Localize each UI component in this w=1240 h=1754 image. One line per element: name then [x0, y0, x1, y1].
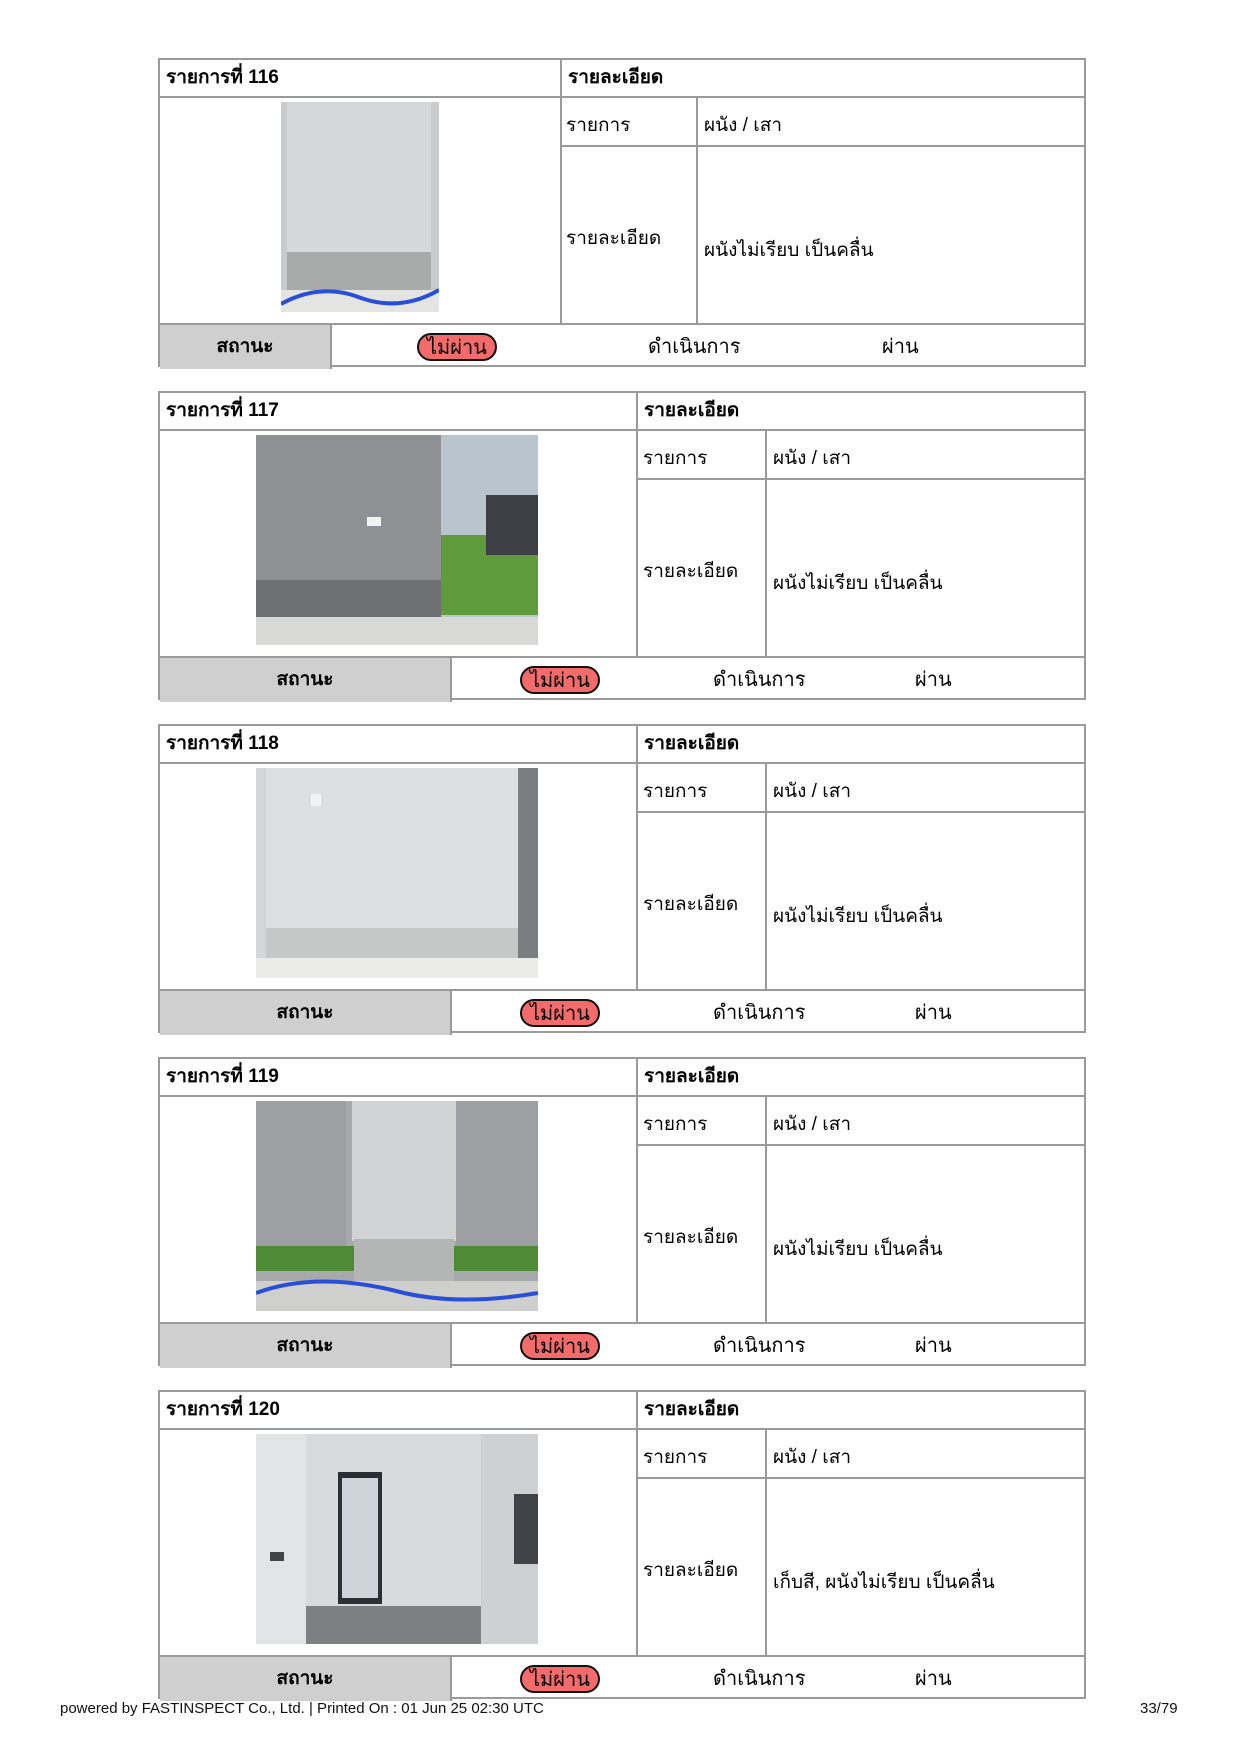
item-label: รายการ — [566, 115, 631, 136]
item-title: รายการที่ 117 — [166, 400, 279, 421]
card-header — [160, 60, 1084, 98]
detail-header: รายละเอียด — [644, 733, 740, 754]
item-label: รายการ — [643, 448, 708, 469]
status-row — [160, 325, 1084, 369]
detail-value: ผนังไม่เรียบ เป็นคลื่น — [704, 240, 874, 261]
status-in-progress[interactable]: ดำเนินการ — [713, 1002, 806, 1024]
item-label: รายการ — [643, 781, 708, 802]
detail-header: รายละเอียด — [568, 67, 664, 88]
item-value: ผนัง / เสา — [704, 115, 782, 136]
status-in-progress[interactable]: ดำเนินการ — [713, 1668, 806, 1690]
status-label: สถานะ — [160, 1657, 450, 1701]
inspection-card-116 — [158, 58, 1086, 367]
status-label: สถานะ — [160, 325, 330, 369]
inspection-card-120 — [158, 1390, 1086, 1699]
inspection-photo — [256, 1101, 538, 1311]
status-label: สถานะ — [160, 658, 450, 702]
status-label: สถานะ — [160, 991, 450, 1035]
detail-header: รายละเอียด — [644, 400, 740, 421]
detail-value: ผนังไม่เรียบ เป็นคลื่น — [773, 573, 943, 594]
status-row — [160, 1324, 1084, 1368]
status-in-progress[interactable]: ดำเนินการ — [648, 336, 741, 358]
inspection-photo — [281, 102, 439, 312]
detail-header: รายละเอียด — [644, 1066, 740, 1087]
card-header — [160, 393, 1084, 431]
card-header — [160, 1059, 1084, 1097]
detail-label: รายละเอียด — [643, 561, 739, 582]
status-pass[interactable]: ผ่าน — [915, 1335, 952, 1357]
status-row — [160, 1657, 1084, 1701]
item-title: รายการที่ 120 — [166, 1399, 280, 1420]
status-fail-selected[interactable]: ไม่ผ่าน — [520, 999, 600, 1027]
item-value: ผนัง / เสา — [773, 781, 851, 802]
footer-powered-by: powered by FASTINSPECT Co., Ltd. | Printed On : 01 Jun 25 02:30 UTC — [60, 1700, 544, 1717]
item-value: ผนัง / เสา — [773, 448, 851, 469]
status-pass[interactable]: ผ่าน — [915, 1668, 952, 1690]
detail-label: รายละเอียด — [643, 894, 739, 915]
detail-value: ผนังไม่เรียบ เป็นคลื่น — [773, 1239, 943, 1260]
status-fail-selected[interactable]: ไม่ผ่าน — [520, 1332, 600, 1360]
inspection-photo — [256, 768, 538, 978]
inspection-card-117 — [158, 391, 1086, 700]
inspection-photo — [256, 435, 538, 645]
item-value: ผนัง / เสา — [773, 1114, 851, 1135]
detail-value: ผนังไม่เรียบ เป็นคลื่น — [773, 906, 943, 927]
status-fail-selected[interactable]: ไม่ผ่าน — [520, 1665, 600, 1693]
status-row — [160, 991, 1084, 1035]
detail-label: รายละเอียด — [643, 1560, 739, 1581]
item-value: ผนัง / เสา — [773, 1447, 851, 1468]
item-label: รายการ — [643, 1447, 708, 1468]
status-fail-selected[interactable]: ไม่ผ่าน — [520, 666, 600, 694]
status-pass[interactable]: ผ่าน — [915, 669, 952, 691]
status-in-progress[interactable]: ดำเนินการ — [713, 669, 806, 691]
item-title: รายการที่ 116 — [166, 67, 279, 88]
detail-value: เก็บสี, ผนังไม่เรียบ เป็นคลื่น — [773, 1572, 995, 1593]
item-label: รายการ — [643, 1114, 708, 1135]
inspection-card-119 — [158, 1057, 1086, 1366]
footer-page-number: 33/79 — [1140, 1700, 1178, 1717]
status-row — [160, 658, 1084, 702]
detail-label: รายละเอียด — [566, 228, 662, 249]
detail-label: รายละเอียด — [643, 1227, 739, 1248]
status-in-progress[interactable]: ดำเนินการ — [713, 1335, 806, 1357]
item-title: รายการที่ 119 — [166, 1066, 279, 1087]
status-pass[interactable]: ผ่าน — [882, 336, 919, 358]
inspection-photo — [256, 1434, 538, 1644]
detail-header: รายละเอียด — [644, 1399, 740, 1420]
status-pass[interactable]: ผ่าน — [915, 1002, 952, 1024]
card-header — [160, 1392, 1084, 1430]
inspection-card-118 — [158, 724, 1086, 1033]
card-header — [160, 726, 1084, 764]
status-fail-selected[interactable]: ไม่ผ่าน — [417, 333, 497, 361]
item-title: รายการที่ 118 — [166, 733, 279, 754]
status-label: สถานะ — [160, 1324, 450, 1368]
